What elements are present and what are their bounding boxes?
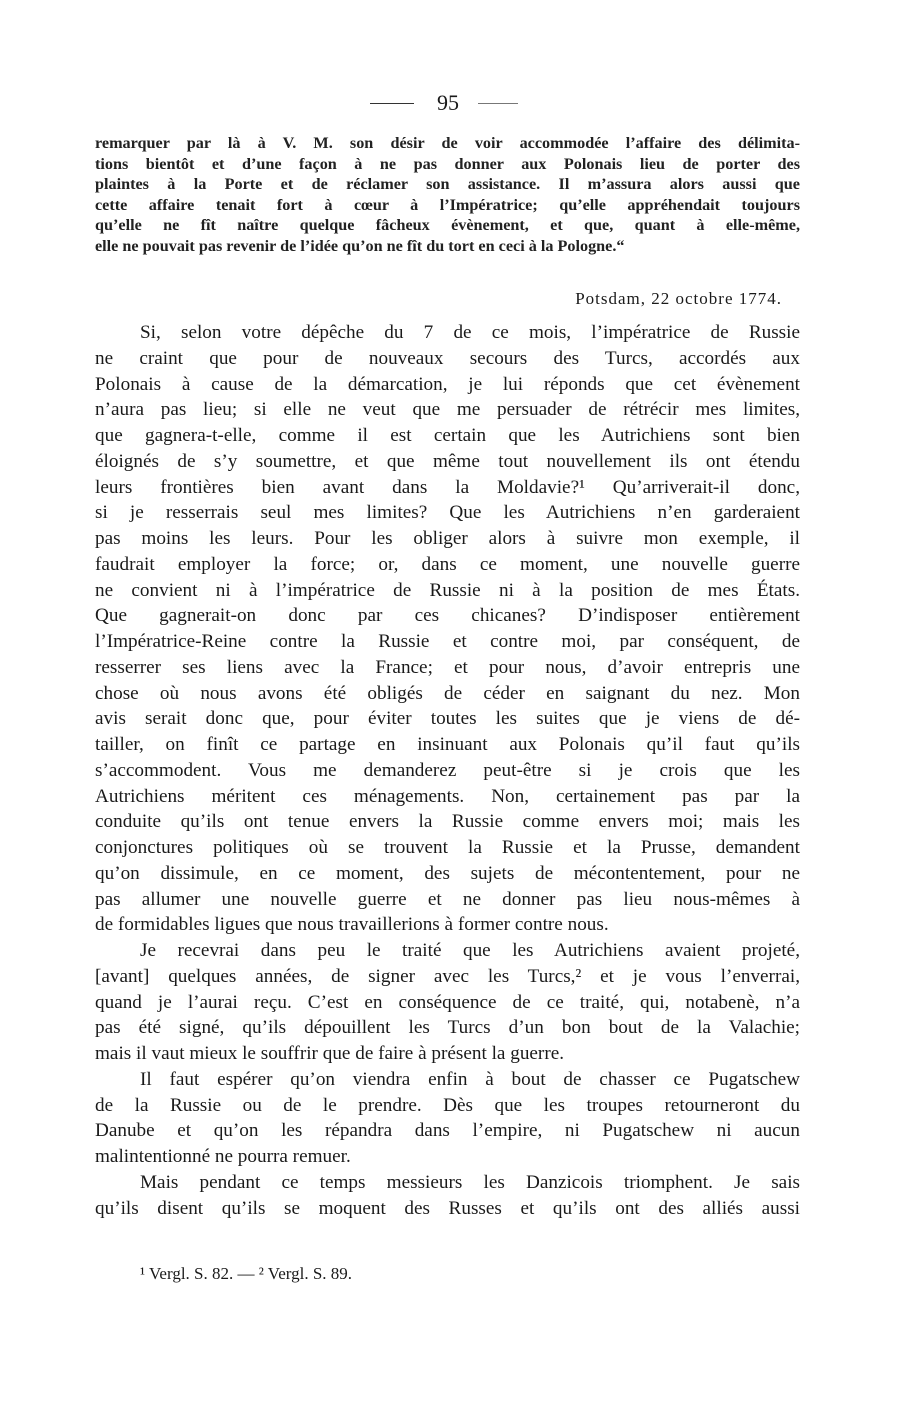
body-line: mais il vaut mieux le souffrir que de faire à présent la guerre. [95, 1043, 565, 1064]
body-line: Je recevrai dans peu le traité que les Autrichiens avaient projeté, [140, 940, 800, 961]
body-line: quand je l’aurai reçu. C’est en conséquence de ce traité, qui, notabenè, n’a [95, 991, 800, 1013]
quote-line: elle ne pouvait pas revenir de l’idée qu’on ne fît du tort en ceci à la Pologne.“ [95, 236, 625, 255]
page-header [0, 88, 900, 124]
body-line: resserrer ses liens avec la France; et pour nous, d’avoir entrepris une [95, 656, 800, 678]
body-line: conduite qu’ils ont tenue envers la Russie comme envers moi; mais les [95, 811, 800, 833]
body-line: malintentionné ne pourra remuer. [95, 1146, 351, 1167]
body-line: chose où nous avons été obligés de céder en saignant du nez. Mon [95, 682, 800, 704]
body-line: Si, selon votre dépêche du 7 de ce mois, l’impératrice de Russie [140, 322, 800, 343]
page-number: 95 [437, 90, 459, 115]
body-line: qu’on dissimule, en ce moment, des sujets de mécontentement, pour ne [95, 862, 800, 884]
body-line: de la Russie ou de le prendre. Dès que les troupes retourneront du [95, 1094, 800, 1116]
quoted-report [95, 133, 800, 257]
body-line: avis serait donc que, pour éviter toutes les suites que je viens de dé- [95, 708, 800, 730]
paragraph-2 [95, 938, 800, 1067]
body-line: pas allumer une nouvelle guerre et ne donner pas lieu nous-mêmes à [95, 888, 800, 910]
body-line: tailler, on finît ce partage en insinuant aux Polonais qu’il faut qu’ils [95, 734, 800, 755]
body-line: leurs frontières bien avant dans la Moldavie?¹ Qu’arriverait-il donc, [95, 476, 800, 498]
body-line: ne convient ni à l’impératrice de Russie ni à la position de mes États. [95, 579, 800, 601]
body-line: Que gagnerait-on donc par ces chicanes? D’indisposer entièrement [95, 605, 800, 627]
body-line: éloignés de s’y soumettre, et que même tout nouvellement ils ont étendu [95, 450, 800, 472]
body-line: Il faut espérer qu’on viendra enfin à bout de chasser ce Pugatschew [140, 1068, 800, 1090]
body-line: pas été signé, qu’ils dépouillent les Turcs d’un bon bout de la Valachie; [95, 1017, 800, 1039]
body-line: s’accommodent. Vous me demanderez peut-être si je crois que les [95, 759, 800, 781]
body-line: Danube et qu’on les répandra dans l’empire, ni Pugatschew ni aucun [95, 1120, 800, 1142]
body-line: conjonctures politiques où se trouvent la Russie et la Prusse, demandent [95, 837, 800, 858]
quote-line: tions bientôt et d’une façon à ne pas donner aux Polonais lieu de porter des [95, 154, 800, 173]
body-line: Mais pendant ce temps messieurs les Danzicois triomphent. Je sais [140, 1171, 800, 1193]
body-line: qu’ils disent qu’ils se moquent des Russes et qu’ils ont des alliés aussi [95, 1197, 800, 1219]
paragraph-3 [95, 1067, 800, 1170]
body-line: que gagnera-t-elle, comme il est certain que les Autrichiens sont bien [95, 425, 800, 446]
body-line: l’Impératrice-Reine contre la Russie et contre moi, par conséquent, de [95, 631, 800, 652]
quote-line: cette affaire tenait fort à cœur à l’Impératrice; qu’elle appréhendait toujours [95, 195, 800, 214]
quote-line: qu’elle ne fît naître quelque fâcheux évènement, et que, quant à elle-même, [95, 216, 800, 235]
header-rule-left [370, 103, 414, 104]
body-line: [avant] quelques années, de signer avec les Turcs,² et je vous l’enverrai, [95, 965, 800, 987]
quote-line: remarquer par là à V. M. son désir de voir accommodée l’affaire des délimita- [95, 134, 800, 152]
footnotes: ¹ Vergl. S. 82. — ² Vergl. S. 89. [140, 1264, 353, 1283]
body-line: Autrichiens méritent ces ménagements. Non, certainement pas par la [95, 785, 800, 807]
paragraph-4 [95, 1170, 800, 1222]
body-line: Polonais à cause de la démarcation, je lui réponds que cet évènement [95, 373, 800, 395]
body-line: faudrait employer la force; or, dans ce moment, une nouvelle guerre [95, 553, 800, 575]
body-line: si je resserrais seul mes limites? Que les Autrichiens n’en garderaient [95, 502, 800, 524]
body-line: pas moins les leurs. Pour les obliger alors à suivre mon exemple, il [95, 528, 800, 549]
body-line: ne craint que pour de nouveaux secours des Turcs, accordés aux [95, 347, 800, 369]
paragraph-1 [95, 320, 800, 938]
dateline: Potsdam, 22 octobre 1774. [575, 289, 782, 308]
header-rule-right [478, 103, 518, 104]
body-line: de formidables ligues que nous travaillerions à former contre nous. [95, 914, 609, 936]
quote-line: plaintes à la Porte et de réclamer son assistance. Il m’assura alors aussi que [95, 175, 800, 194]
letter-body [95, 320, 800, 1221]
body-line: n’aura pas lieu; si elle ne veut que me persuader de rétrécir mes limites, [95, 399, 800, 421]
